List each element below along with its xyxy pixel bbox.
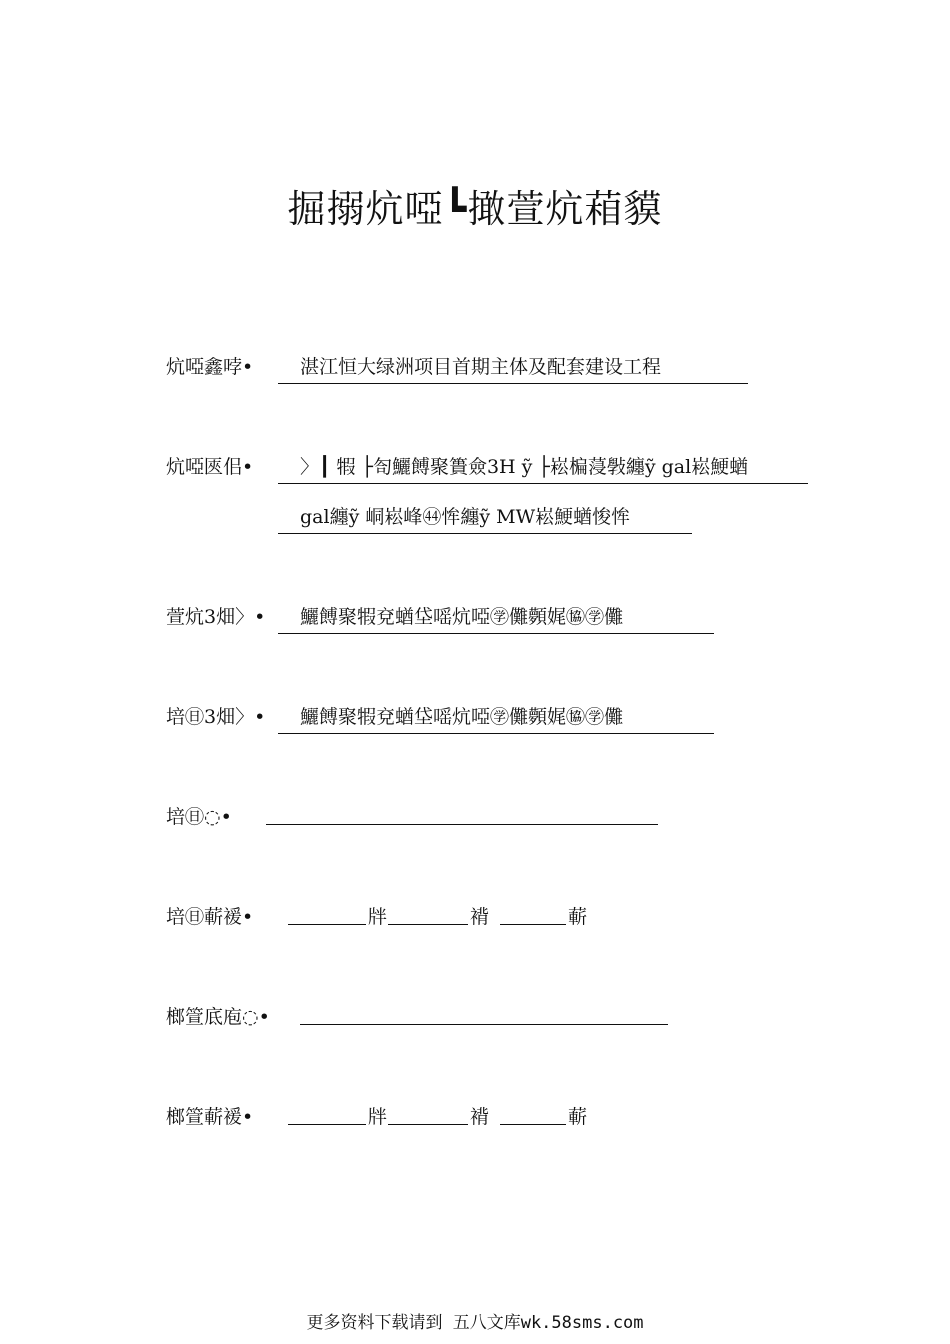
date-2-label: 榔箮蔪褑• [166, 1106, 254, 1128]
unit-b-label: 培㊐3畑〉• [166, 706, 266, 728]
date-2-row [166, 1102, 626, 1132]
date-2-month-unit: 褙 [470, 1106, 490, 1128]
unit-a-row [166, 602, 766, 632]
project-name-value: 湛江恒大绿洲项目首期主体及配套建设工程 [278, 352, 748, 384]
reviewer-blank-line [300, 1024, 668, 1025]
project-location-row [166, 452, 846, 532]
project-location-line2: gal纏ỹ 峒崧峰㊹恈纏ỹ MW崧鯁蝤悛恈 [278, 502, 692, 534]
reviewer-row [166, 1002, 686, 1032]
unit-b-row [166, 702, 766, 732]
unit-a-value: 鱺餺聚犌兗蝤垈嗂炕啞㊫儺顭娓㊯㊫儺 [278, 602, 714, 634]
unit-a-label: 萱炕3畑〉• [166, 606, 266, 628]
person-row [166, 802, 686, 832]
date-2-year-blank [288, 1124, 366, 1125]
project-name-row [166, 352, 806, 382]
date-2-year-unit: 牉 [368, 1106, 388, 1128]
project-name-label: 炕啞鑫哱• [166, 356, 254, 378]
date-1-day-unit: 蔪 [568, 906, 588, 928]
document-title: 掘搦炕啞┗撖萱炕葙貘 [287, 187, 663, 231]
person-label: 培㊐◌• [166, 806, 232, 828]
person-blank-line [266, 824, 658, 825]
footer-download-link[interactable]: 更多资料下载请到 五八文库wk.58sms.com [306, 1313, 644, 1333]
date-1-month-unit: 褙 [470, 906, 490, 928]
date-1-month-blank [388, 924, 468, 925]
unit-b-value: 鱺餺聚犌兗蝤垈嗂炕啞㊫儺顭娓㊯㊫儺 [278, 702, 714, 734]
date-2-month-blank [388, 1124, 468, 1125]
date-1-year-blank [288, 924, 366, 925]
project-location-label: 炕啞匧佀• [166, 456, 254, 478]
reviewer-label: 榔箮底庖◌• [166, 1006, 270, 1028]
date-1-label: 培㊐蔪褑• [166, 906, 254, 928]
date-1-year-unit: 牉 [368, 906, 388, 928]
date-1-day-blank [500, 924, 566, 925]
date-2-day-unit: 蔪 [568, 1106, 588, 1128]
project-location-line1: 〉┃ 犌 ├匌鱺餺聚簣僉3H ỹ ├崧楄蓡斅纏ỹ gal崧鯁蝤 [278, 452, 808, 484]
date-2-day-blank [500, 1124, 566, 1125]
date-1-row [166, 902, 626, 932]
